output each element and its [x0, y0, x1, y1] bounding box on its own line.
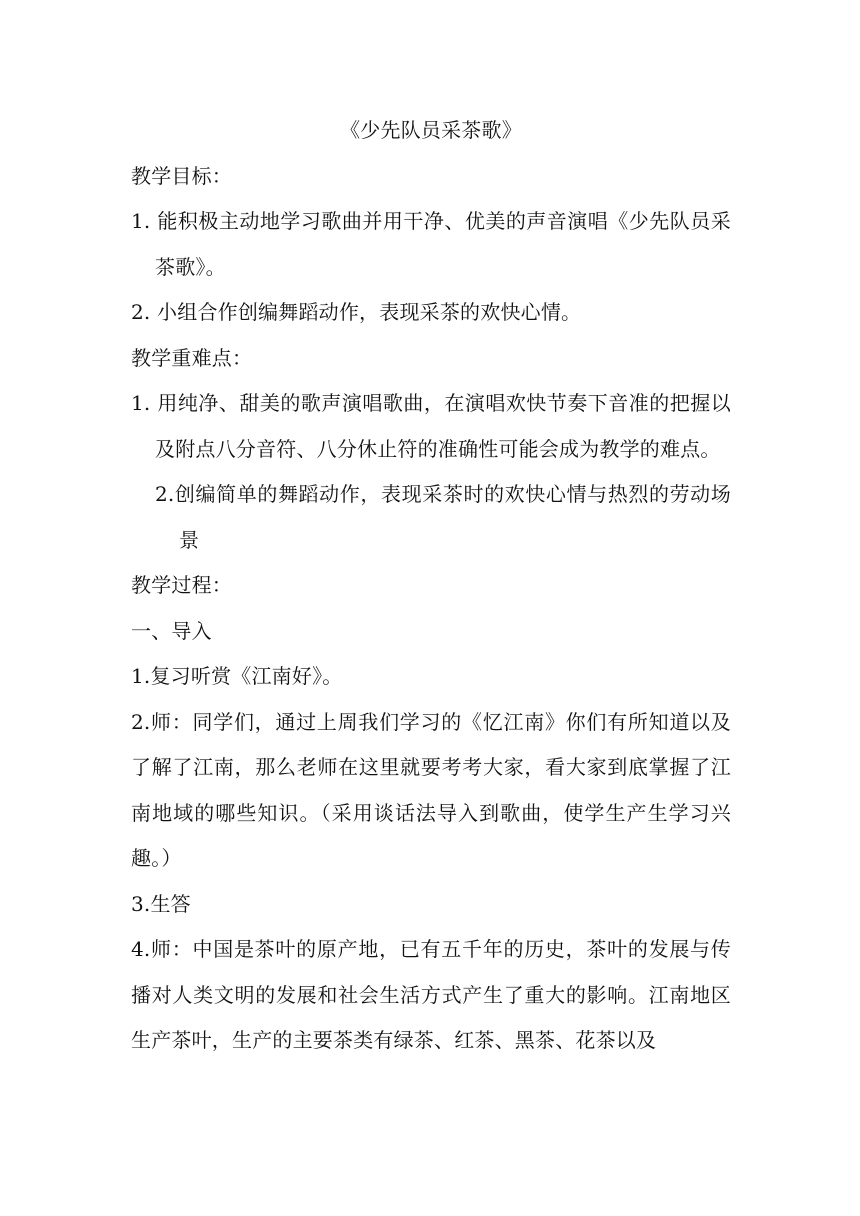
process-heading: 教学过程： — [131, 573, 232, 597]
step-2: 2.师：同学们，通过上周我们学习的《忆江南》你们有所知道以及了解了江南，那么老师在这里就要考考大家，看大家到底掌握了江南地域的哪些知识。（采用谈话法导入到歌曲，使学生产生学习兴趣。） — [131, 709, 731, 870]
document-content — [131, 108, 731, 1064]
goal-item-1: 1. 能积极主动地学习歌曲并用干净、优美的声音演唱《少先队员采茶歌》。 — [131, 209, 731, 279]
step-1: 1.复习听赏《江南好》。 — [131, 664, 343, 688]
section-heading-intro: 一、导入 — [131, 618, 212, 643]
goal-item-2: 2. 小组合作创编舞蹈动作，表现采茶的欢快心情。 — [131, 300, 582, 324]
goals-heading: 教学目标： — [131, 163, 232, 188]
difficulty-item-2: 2.创编简单的舞蹈动作，表现采茶时的欢快心情与热烈的劳动场景 — [155, 482, 731, 552]
difficulty-heading: 教学重难点： — [131, 345, 253, 370]
document-title: 《少先队员采茶歌》 — [340, 118, 522, 142]
step-4: 4.师：中国是茶叶的原产地，已有五千年的历史，茶叶的发展与传播对人类文明的发展和社会生活方式产生了重大的影响。江南地区生产茶叶，生产的主要茶类有绿茶、红茶、黑茶、花茶以及 — [131, 937, 731, 1052]
difficulty-item-1: 1. 用纯净、甜美的歌声演唱歌曲，在演唱欢快节奏下音准的把握以及附点八分音符、八分休止符的准确性可能会成为教学的难点。 — [131, 391, 731, 461]
step-3: 3.生答 — [131, 891, 191, 916]
